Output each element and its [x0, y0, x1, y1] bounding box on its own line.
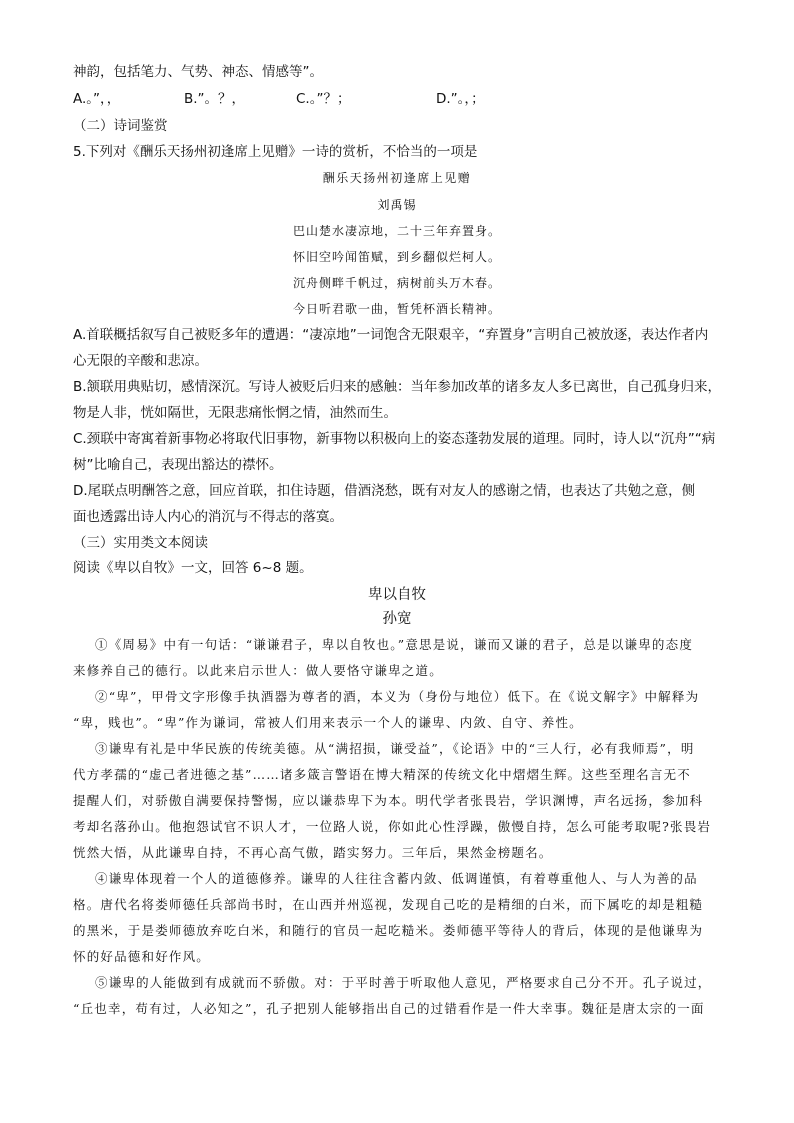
- section-heading-poetry: （二）诗词鉴赏: [73, 118, 168, 134]
- option-text-line: 物是人非，恍如隔世，无限悲痛怅惘之情，油然而生。: [73, 405, 397, 421]
- article-line: ②“卑”，甲骨文字形像手执酒器为尊者的酒，本义为（身份与地位）低下。在《说文解字》中解释为: [95, 689, 700, 704]
- poem-line: 今日听君歌一曲，暂凭杯酒长精神。: [292, 302, 501, 316]
- option-text-line: C.颈联中寄寓着新事物必将取代旧事物，新事物以积极向上的姿态蓬勃发展的道理。同时，诗人以“沉舟”“病: [73, 431, 716, 447]
- article-line: 考却名落孙山。他抱怨试官不识人才，一位路人说，你如此心性浮躁，傲慢自持，怎么可能考取呢?张畏岩: [73, 819, 712, 834]
- option-b: B.”。？，: [184, 91, 246, 107]
- section-heading-practical: （三）实用类文本阅读: [73, 535, 208, 551]
- article-line: 怀的好品德和好作风。: [73, 949, 211, 964]
- article-line: 代方孝孺的“虚己者进德之基”……诸多箴言警语在博大精深的传统文化中熠熠生辉。这些至理名言无不: [73, 767, 691, 782]
- article-line: 恍然大悟，从此谦卑自持，不再心高气傲，踏实努力。三年后，果然金榜题名。: [73, 845, 553, 860]
- article-line: ①《周易》中有一句话：“谦谦君子，卑以自牧也。”意思是说，谦而又谦的君子，总是以谦卑的态度: [95, 637, 694, 652]
- article-title: 卑以自牧: [368, 587, 426, 603]
- article-line: 来修养自己的德行。以此来启示世人：做人要恪守谦卑之道。: [73, 663, 443, 678]
- article-line: 格。唐代名将娄师德任兵部尚书时，在山西并州巡视，发现自己吃的是精细的白米，而下属吃的却是粗糙: [73, 897, 704, 912]
- article-line: ④谦卑体现着一个人的道德修养。谦卑的人往往含蓄内敛、低调谨慎，有着尊重他人、与人为善的品: [95, 871, 698, 886]
- poem-title: 酬乐天扬州初逢席上见赠: [322, 171, 472, 185]
- poem-line: 怀旧空吟闻笛赋，到乡翻似烂柯人。: [292, 250, 501, 264]
- question-5-stem: 5.下列对《酬乐天扬州初逢席上见赠》一诗的赏析，不恰当的一项是: [73, 144, 478, 160]
- option-text-line: 面也透露出诗人内心的消沉与不得志的落寞。: [73, 509, 343, 525]
- option-text-line: A.首联概括叙写自己被贬多年的遭遇：“凄凉地”一词饱含无限艰辛，“弃置身”言明自己被放逐，表达作者内: [73, 327, 709, 343]
- poem-author: 刘禹锡: [377, 198, 417, 212]
- article-author: 孙宽: [382, 611, 412, 627]
- option-d: D.”。，；: [436, 91, 485, 107]
- option-text-line: D.尾联点明酬答之意，回应首联，扣住诗题，借酒浇愁，既有对友人的感谢之情，也表达了共勉之意，侧: [73, 483, 696, 499]
- option-text-line: 心无限的辛酸和悲凉。: [73, 353, 208, 369]
- option-c: C.。”？；: [296, 91, 351, 107]
- section-instruction: 阅读《卑以自牧》一文，回答 6~8 题。: [73, 560, 313, 576]
- option-text-line: B.颔联用典贴切，感情深沉。写诗人被贬后归来的感触：当年参加改革的诸多友人多已离世，自己孤身归来，: [73, 379, 722, 395]
- option-a: A.。”，，: [73, 91, 121, 107]
- article-line: ③谦卑有礼是中华民族的传统美德。从“满招损，谦受益”，《论语》中的“三人行，必有我师焉”，明: [95, 741, 695, 756]
- article-line: 提醒人们，对骄傲自满要保持警惕，应以谦恭卑下为本。明代学者张畏岩，学识渊博，声名远扬，参加科: [73, 793, 704, 808]
- poem-line: 巴山楚水凄凉地，二十三年弃置身。: [292, 224, 501, 238]
- article-line: “卑，贱也”。“卑”作为谦词，常被人们用来表示一个人的谦卑、内敛、自守、养性。: [73, 715, 583, 730]
- article-line: “丘也幸，苟有过，人必知之”，孔子把别人能够指出自己的过错看作是一件大幸事。魏征是唐太宗的一面: [73, 1001, 705, 1016]
- option-text-line: 树”比喻自己，表现出豁达的襟怀。: [73, 457, 283, 473]
- poem-line: 沉舟侧畔千帆过，病树前头万木春。: [292, 276, 501, 290]
- article-line: ⑤谦卑的人能做到有成就而不骄傲。对：于平时善于听取他人意见，严格要求自己分不开。孔子说过，: [95, 975, 712, 990]
- article-line: 的黑米，于是娄师德放弃吃白米，和随行的官员一起吃糙米。娄师德平等待人的背后，体现的是他谦卑为: [73, 923, 704, 938]
- intro-line: 神韵，包括笔力、气势、神态、情感等”。: [73, 64, 323, 80]
